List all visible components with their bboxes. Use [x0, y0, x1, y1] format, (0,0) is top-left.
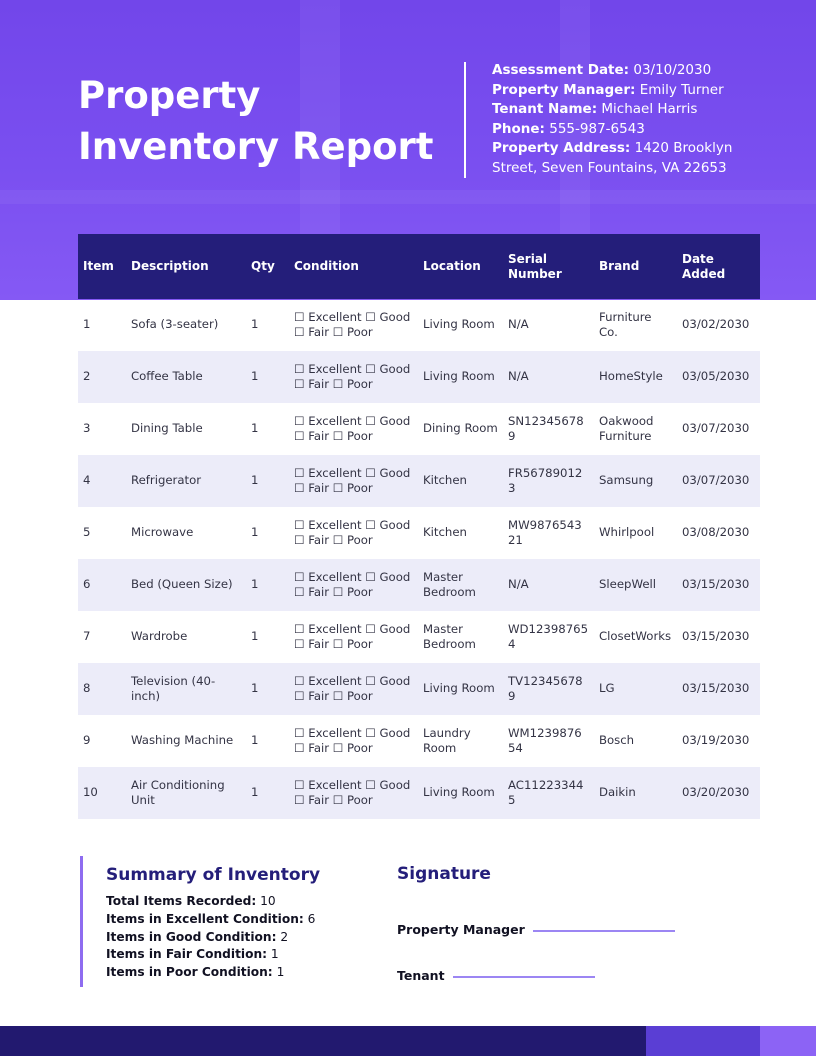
- table-cell: 3: [83, 421, 91, 436]
- table-cell: N/A: [503, 351, 594, 403]
- summary-title: Summary of Inventory: [106, 865, 321, 885]
- table-cell: ☐ Excellent ☐ Good ☐ Fair ☐ Poor: [294, 413, 411, 443]
- table-cell: 10: [78, 767, 126, 819]
- table-cell: 1: [251, 629, 259, 644]
- table-cell: N/A: [503, 559, 594, 611]
- header-divider: [464, 62, 466, 178]
- assessment-date: Assessment Date: 03/10/2030: [492, 62, 712, 78]
- summary-line: Items in Poor Condition: 1: [106, 965, 285, 980]
- column-header: Date Added: [677, 234, 760, 299]
- table-cell: LG: [594, 663, 677, 715]
- table-row: [78, 403, 760, 455]
- table-cell: Bosch: [599, 733, 635, 748]
- column-header: Item: [78, 234, 126, 299]
- table-row: [78, 559, 760, 611]
- table-cell: ☐ Excellent ☐ Good ☐ Fair ☐ Poor: [289, 351, 418, 403]
- table-cell: SleepWell: [594, 559, 677, 611]
- table-cell: Dining Table: [131, 421, 203, 436]
- table-cell: 9: [83, 733, 91, 748]
- table-cell: 1: [251, 525, 259, 540]
- table-cell: FR567890123: [503, 455, 594, 507]
- table-cell: HomeStyle: [594, 351, 677, 403]
- phone: Phone: 555-987-6543: [492, 120, 645, 137]
- column-header: Description: [126, 234, 246, 299]
- table-cell: 03/15/2030: [677, 663, 760, 715]
- table-cell: 1: [246, 559, 289, 611]
- table-cell: Samsung: [594, 455, 677, 507]
- table-cell: 03/07/2030: [682, 421, 750, 436]
- header-details: [492, 61, 782, 179]
- column-header: Condition: [289, 234, 418, 299]
- manager-signature-line[interactable]: [533, 930, 675, 932]
- table-cell: Bed (Queen Size): [126, 559, 246, 611]
- column-header: Serial Number: [503, 234, 594, 299]
- footer-accent-block: [646, 1026, 760, 1056]
- table-cell: 6: [78, 559, 126, 611]
- table-cell: Coffee Table: [126, 351, 246, 403]
- table-cell: 03/05/2030: [677, 351, 760, 403]
- table-cell: Master Bedroom: [423, 621, 476, 651]
- table-header-row: [78, 234, 760, 299]
- table-cell: 1: [251, 733, 259, 748]
- column-header: Location: [418, 234, 503, 299]
- manager-signature-row: [397, 922, 675, 937]
- property-manager: Property Manager: Emily Turner: [492, 81, 724, 98]
- table-cell: 03/20/2030: [677, 767, 760, 819]
- table-cell: SN123456789: [508, 413, 584, 443]
- table-cell: Living Room: [418, 351, 503, 403]
- summary-section: [80, 856, 340, 987]
- table-cell: 7: [83, 629, 91, 644]
- table-row: [78, 299, 760, 351]
- table-cell: 1: [246, 767, 289, 819]
- table-cell: 03/19/2030: [682, 733, 750, 748]
- table-cell: 1: [251, 317, 259, 332]
- table-cell: 1: [83, 317, 91, 332]
- table-cell: Furniture Co.: [599, 309, 652, 339]
- table-cell: Whirlpool: [599, 525, 655, 540]
- table-cell: Laundry Room: [423, 725, 471, 755]
- table-cell: Television (40-inch): [126, 663, 246, 715]
- table-row: [78, 611, 760, 663]
- table-cell: Air Conditioning Unit: [126, 767, 246, 819]
- table-cell: 8: [78, 663, 126, 715]
- property-address: Property Address: 1420 Brooklyn Street, Seven Fountains, VA 22653: [492, 140, 733, 176]
- table-cell: MW987654321: [508, 517, 582, 547]
- background-texture: [0, 190, 816, 204]
- table-cell: 03/07/2030: [677, 455, 760, 507]
- table-cell: Sofa (3-seater): [131, 317, 219, 332]
- table-row: [78, 715, 760, 767]
- table-cell: 03/02/2030: [682, 317, 750, 332]
- table-cell: 1: [246, 455, 289, 507]
- table-cell: 5: [83, 525, 91, 540]
- table-cell: WM123987654: [508, 725, 582, 755]
- table-cell: ☐ Excellent ☐ Good ☐ Fair ☐ Poor: [289, 767, 418, 819]
- table-cell: ☐ Excellent ☐ Good ☐ Fair ☐ Poor: [294, 621, 411, 651]
- table-cell: 2: [78, 351, 126, 403]
- signature-section: [397, 864, 697, 983]
- table-cell: WD123987654: [508, 621, 589, 651]
- table-row: [78, 663, 760, 715]
- table-cell: 1: [246, 663, 289, 715]
- footer-bar: [0, 1026, 816, 1056]
- inventory-table: [78, 234, 760, 819]
- table-row: [78, 507, 760, 559]
- table-cell: ☐ Excellent ☐ Good ☐ Fair ☐ Poor: [294, 309, 411, 339]
- table-cell: Living Room: [418, 767, 503, 819]
- table-row: [78, 455, 760, 507]
- table-cell: Refrigerator: [126, 455, 246, 507]
- column-header: Qty: [246, 234, 289, 299]
- tenant-signature-row: [397, 968, 595, 983]
- signature-title: Signature: [397, 864, 491, 884]
- table-cell: N/A: [508, 317, 529, 332]
- table-cell: Living Room: [418, 663, 503, 715]
- table-cell: ☐ Excellent ☐ Good ☐ Fair ☐ Poor: [289, 559, 418, 611]
- table-row: [78, 351, 760, 403]
- table-cell: 03/08/2030: [682, 525, 750, 540]
- report-title: Property Inventory Report: [78, 74, 434, 168]
- summary-line: Items in Fair Condition: 1: [106, 947, 279, 962]
- table-cell: Dining Room: [423, 421, 498, 436]
- footer-accent-block: [760, 1026, 816, 1056]
- table-cell: ☐ Excellent ☐ Good ☐ Fair ☐ Poor: [294, 725, 411, 755]
- table-cell: TV123456789: [503, 663, 594, 715]
- summary-line: Items in Good Condition: 2: [106, 929, 289, 944]
- table-cell: ClosetWorks: [599, 629, 672, 644]
- table-cell: Kitchen: [423, 525, 467, 540]
- manager-signature-label: Property Manager: [397, 922, 525, 937]
- tenant-signature-label: Tenant: [397, 968, 445, 983]
- table-cell: Oakwood Furniture: [599, 413, 654, 443]
- table-cell: ☐ Excellent ☐ Good ☐ Fair ☐ Poor: [289, 663, 418, 715]
- table-cell: Wardrobe: [131, 629, 188, 644]
- table-cell: Kitchen: [418, 455, 503, 507]
- table-cell: 1: [251, 421, 259, 436]
- table-cell: 03/15/2030: [682, 629, 750, 644]
- table-row: [78, 767, 760, 819]
- column-header: Brand: [594, 234, 677, 299]
- table-cell: ☐ Excellent ☐ Good ☐ Fair ☐ Poor: [294, 517, 411, 547]
- table-cell: Microwave: [131, 525, 194, 540]
- table-cell: 03/15/2030: [677, 559, 760, 611]
- table-cell: 4: [78, 455, 126, 507]
- summary-line: Total Items Recorded: 10: [106, 894, 276, 908]
- table-cell: AC112233445: [503, 767, 594, 819]
- table-cell: Living Room: [423, 317, 495, 332]
- table-cell: Washing Machine: [131, 733, 234, 748]
- summary-line: Items in Excellent Condition: 6: [106, 911, 316, 926]
- table-cell: 1: [246, 351, 289, 403]
- tenant-signature-line[interactable]: [453, 976, 595, 978]
- table-cell: Master Bedroom: [418, 559, 503, 611]
- table-cell: ☐ Excellent ☐ Good ☐ Fair ☐ Poor: [289, 455, 418, 507]
- tenant-name: Tenant Name: Michael Harris: [492, 101, 698, 118]
- table-cell: Daikin: [594, 767, 677, 819]
